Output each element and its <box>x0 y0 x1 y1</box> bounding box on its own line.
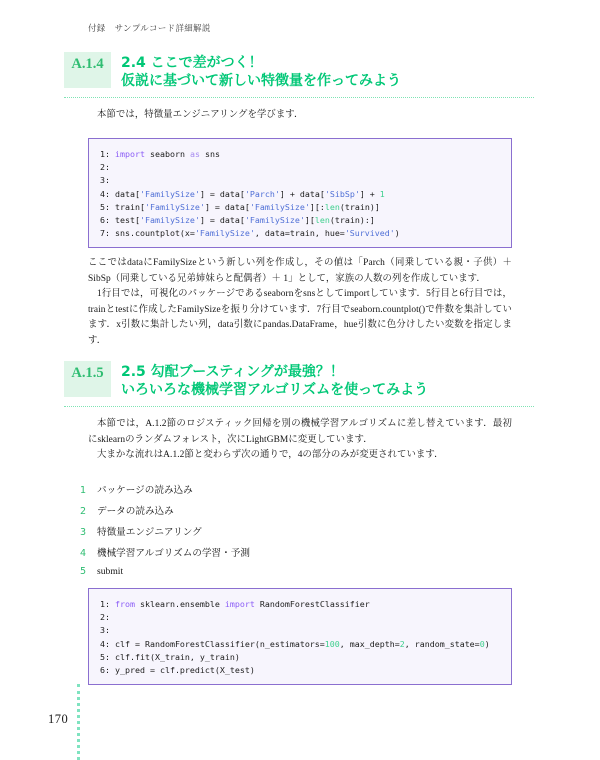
code-token: sns.countplot(x= <box>115 228 195 239</box>
code-line <box>100 188 501 201</box>
code-line-number: 4: <box>100 188 115 199</box>
code-token: ][: <box>309 201 325 212</box>
code-token: sns <box>199 149 220 159</box>
code-line-number: 1: <box>100 599 115 609</box>
code-token: ] + <box>359 188 380 199</box>
code-line-number: 7: <box>100 228 115 239</box>
list-item-number: 1 <box>80 485 87 496</box>
running-header-label: 付録 <box>88 23 106 33</box>
code-line <box>100 651 501 664</box>
code-token: as <box>189 149 200 159</box>
code-line <box>100 638 501 651</box>
code-token: 'Survived' <box>344 228 395 239</box>
section-number-a14: A.1.4 <box>64 52 111 88</box>
code-token: len <box>324 201 340 212</box>
code-line-number: 5: <box>100 651 115 662</box>
code-token: (train)] <box>339 201 380 212</box>
section-title-a14-line2: 仮説に基づいて新しい特徴量を作ってみよう <box>121 73 401 89</box>
code-line <box>100 201 501 214</box>
code-token: sklearn.ensemble <box>134 599 225 609</box>
intro-paragraphs-a15 <box>88 417 512 464</box>
code-token: from <box>115 599 135 609</box>
code-line-number: 2: <box>100 162 115 173</box>
body-paragraph-1: ここではdataにFamilySizeという新しい列を作成し，その値は「Parch（同乗している親・子供）＋ SibSp（同乗している兄弟姉妹らと配偶者）＋ 1」として，家族の人数の列を作成しています． <box>88 258 512 284</box>
code-line-number: 1: <box>100 149 115 159</box>
code-block-2 <box>88 588 512 685</box>
list-item-number: 5 <box>80 566 87 577</box>
code-token: 'Parch' <box>244 188 280 199</box>
section-number-a15: A.1.5 <box>64 361 111 397</box>
code-line <box>100 148 501 161</box>
list-item <box>80 566 500 587</box>
list-item <box>80 545 500 566</box>
section-rule-a14 <box>64 97 534 98</box>
code-token: import <box>115 149 145 159</box>
code-token: (train):] <box>329 215 375 226</box>
list-item-number: 3 <box>80 527 87 538</box>
list-item-number: 2 <box>80 506 87 517</box>
code-token: 'FamilySize' <box>194 228 255 239</box>
code-line <box>100 174 501 187</box>
code-token: 1 <box>379 188 385 199</box>
code-token: len <box>314 215 330 226</box>
code-line <box>100 611 501 624</box>
code-token: ] = data[ <box>199 188 245 199</box>
code-line <box>100 598 501 611</box>
code-token: 'FamilySize' <box>139 188 200 199</box>
code-line-number: 5: <box>100 201 115 212</box>
code-token: y_pred = clf.predict(X_test) <box>115 665 255 676</box>
procedure-list <box>80 482 500 587</box>
code-line <box>100 161 501 174</box>
code-line-number: 4: <box>100 638 115 649</box>
code-line-number: 3: <box>100 175 115 186</box>
page-number: 170 <box>48 712 69 726</box>
section-rule-a15 <box>64 406 534 407</box>
code-token: ) <box>484 638 490 649</box>
body-paragraph-2: 1行目では，可視化のパッケージであるseabornをsnsとしてimportしています．5行目と6行目では，trainとtestに作成したFamilySizeを振り分けています．7行目でseaborn.countplot()で件数を集計しています．x引数に集計したい列，data引数にpandas.DataFrame，hue引数に色分けしたい変数を指定します． <box>88 289 512 346</box>
code-line <box>100 664 501 677</box>
code-token: RandomForestClassifier <box>254 599 370 609</box>
intro-text-a15-p2: 大まかな流れはA.1.2節と変わらず次の通りで，4の部分のみが変更されています． <box>97 450 444 461</box>
section-title-a15-line1: 2.5 勾配ブースティングが最強？！ <box>121 364 344 380</box>
code-token: 0 <box>479 638 485 649</box>
list-item <box>80 482 500 503</box>
code-token: , max_depth= <box>339 638 400 649</box>
code-token: 'FamilySize' <box>144 201 205 212</box>
code-token: 100 <box>324 638 340 649</box>
list-item-label: 特徴量エンジニアリング <box>97 527 202 538</box>
code-line-number: 3: <box>100 625 115 636</box>
running-header <box>88 22 211 34</box>
code-token: seaborn <box>144 149 190 159</box>
list-item-label: 機械学習アルゴリズムの学習・予測 <box>97 548 250 559</box>
list-item-number: 4 <box>80 548 87 559</box>
body-paragraphs-a14 <box>88 256 512 350</box>
intro-text-a14: 本節では，特徴量エンジニアリングを学びます． <box>97 110 304 120</box>
code-token: 'SibSp' <box>324 188 360 199</box>
code-token: import <box>224 599 255 609</box>
intro-text-a15-p1: 本節では，A.1.2節のロジスティック回帰を別の機械学習アルゴリズムに差し替えています．最初にsklearnのランダムフォレスト，次にLightGBMに変更しています． <box>88 419 512 445</box>
code-token: 'FamilySize' <box>244 215 305 226</box>
margin-dotted-rule <box>77 684 80 760</box>
code-token: , random_state= <box>404 638 480 649</box>
code-token: ] = data[ <box>199 215 245 226</box>
code-token: ][ <box>304 215 315 226</box>
code-line <box>100 227 501 240</box>
code-line-number: 6: <box>100 665 115 676</box>
list-item-label: パッケージの読み込み <box>97 485 193 496</box>
code-token: clf.fit(X_train, y_train) <box>115 651 240 662</box>
section-heading-a15 <box>64 361 534 399</box>
code-token: clf = RandomForestClassifier(n_estimators= <box>115 638 325 649</box>
code-token: data[ <box>115 188 140 199</box>
code-block-1 <box>88 138 512 248</box>
list-item <box>80 524 500 545</box>
list-item <box>80 503 500 524</box>
code-token: train[ <box>115 201 145 212</box>
code-token: ) <box>394 228 400 239</box>
code-token: ] = data[ <box>204 201 250 212</box>
code-line <box>100 624 501 637</box>
section-title-a15-line2: いろいろな機械学習アルゴリズムを使ってみよう <box>121 382 429 398</box>
list-item-label: データの読み込み <box>97 506 174 517</box>
code-token: , data=train, hue= <box>254 228 345 239</box>
code-line-number: 6: <box>100 215 115 226</box>
code-token: test[ <box>115 215 140 226</box>
code-token: ] + data[ <box>279 188 325 199</box>
code-token: 'FamilySize' <box>139 215 200 226</box>
code-token: 2 <box>399 638 405 649</box>
section-title-a14-line1: 2.4 ここで差がつく！ <box>121 55 263 71</box>
code-line <box>100 214 501 227</box>
section-heading-a14 <box>64 52 534 90</box>
code-line-number: 2: <box>100 612 115 623</box>
code-token: 'FamilySize' <box>249 201 310 212</box>
running-header-title: サンプルコード詳細解説 <box>114 23 211 33</box>
intro-paragraph-a14 <box>88 108 508 124</box>
list-item-label: submit <box>97 566 124 577</box>
